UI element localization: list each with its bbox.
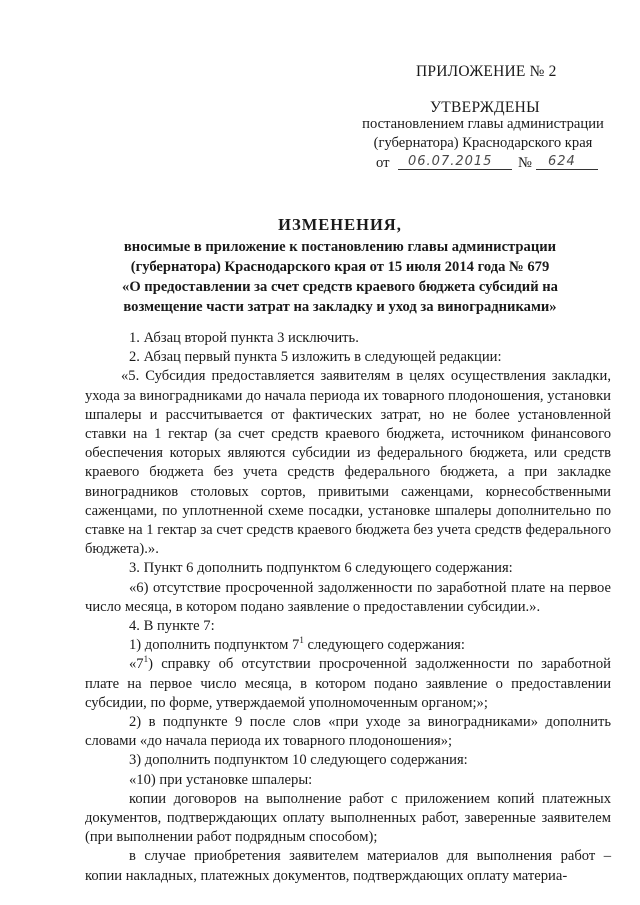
paragraph-9: 2) в подпункте 9 после слов «при уходе за виноградниками» дополнить словами «до начала периода их товарного плодоношения»;	[85, 714, 611, 750]
number-prefix: №	[518, 155, 532, 171]
handwritten-number: 624	[548, 154, 576, 169]
paragraph-7-superscript: 1	[299, 635, 304, 646]
paragraph-6: 4. В пункте 7:	[129, 618, 215, 635]
approved-line-1: постановлением главы администрации	[362, 116, 604, 132]
paragraph-8-text: ) справку об отсутствии просроченной задолженности по заработной плате на первое число месяца, в котором подано заявление о предоставлении субсидии, по форме, утверждаемой уполномоченным органом;»;	[85, 656, 611, 711]
paragraph-8	[85, 655, 611, 713]
paragraph-5: «6) отсутствие просроченной задолженности по заработной плате на первое число месяца, в котором подано заявление о предоставлении субсидии.».	[85, 579, 611, 615]
paragraph-8-superscript: 1	[143, 654, 149, 665]
approved-line-2: (губернатора) Краснодарского края	[373, 135, 593, 151]
paragraph-7-text: 1) дополнить подпунктом 7	[129, 637, 300, 654]
paragraph-12: копии договоров на выполнение работ с приложением копий платежных документов, подтверждающих оплату выполненных работ, заверенные заявителем (при выполнении работ подрядным способом);	[85, 790, 611, 846]
title-line-1: вносимые в приложение к постановлению главы администрации	[123, 239, 557, 255]
appendix-label: ПРИЛОЖЕНИЕ № 2	[416, 63, 557, 80]
date-prefix: от	[376, 155, 390, 171]
paragraph-2: 2. Абзац первый пункта 5 изложить в следующей редакции:	[129, 349, 502, 366]
title-main: ИЗМЕНЕНИЯ,	[278, 215, 402, 234]
paragraph-3: «5. Субсидия предоставляется заявителям в целях осуществления закладки, ухода за виноградниками до начала периода их товарного плодоношения, установки шпалеры и рассчитывается от фактических затрат, но не более установленной ставки на 1 гектар (за счет средств краевого бюджета, источником финансового обеспечения которых являются субсидии из федерального бюджета, или средств краевого бюджета без учета средств федерального бюджета, а при закладке виноградников столовых сортов, привитыми саженцами, корнесобственными саженцами, по уплотненной схеме посадки, установке шпалеры дополнительно по ставке на 1 гектар за счет средств краевого бюджета без учета средств федерального бюджета).».	[85, 368, 611, 558]
paragraph-13: в случае приобретения заявителем материалов для выполнения работ – копии накладных, платежных документов, подтверждающих оплату материа-	[85, 848, 611, 884]
date-blank-line	[398, 169, 512, 170]
handwritten-date: 06.07.2015	[408, 154, 493, 169]
title-line-3: «О предоставлении за счет средств краевого бюджета субсидий на	[122, 279, 558, 295]
document-body	[85, 329, 611, 886]
number-blank-line	[536, 169, 598, 170]
paragraph-10: 3) дополнить подпунктом 10 следующего содержания:	[129, 752, 468, 769]
paragraph-7-tail: следующего содержания:	[303, 637, 465, 654]
approval-date-row	[376, 155, 616, 177]
paragraph-7	[85, 636, 611, 655]
paragraph-8-open: «7	[129, 656, 144, 673]
paragraph-1: 1. Абзац второй пункта 3 исключить.	[129, 330, 359, 346]
title-line-2: (губернатора) Краснодарского края от 15 июля 2014 года № 679	[130, 259, 550, 275]
paragraph-11: «10) при установке шпалеры:	[129, 771, 313, 788]
approved-title: УТВЕРЖДЕНЫ	[430, 99, 540, 116]
title-line-4: возмещение части затрат на закладку и уход за виноградниками»	[123, 299, 557, 315]
document-title	[60, 213, 620, 317]
paragraph-4: 3. Пункт 6 дополнить подпунктом 6 следующего содержания:	[129, 560, 513, 577]
